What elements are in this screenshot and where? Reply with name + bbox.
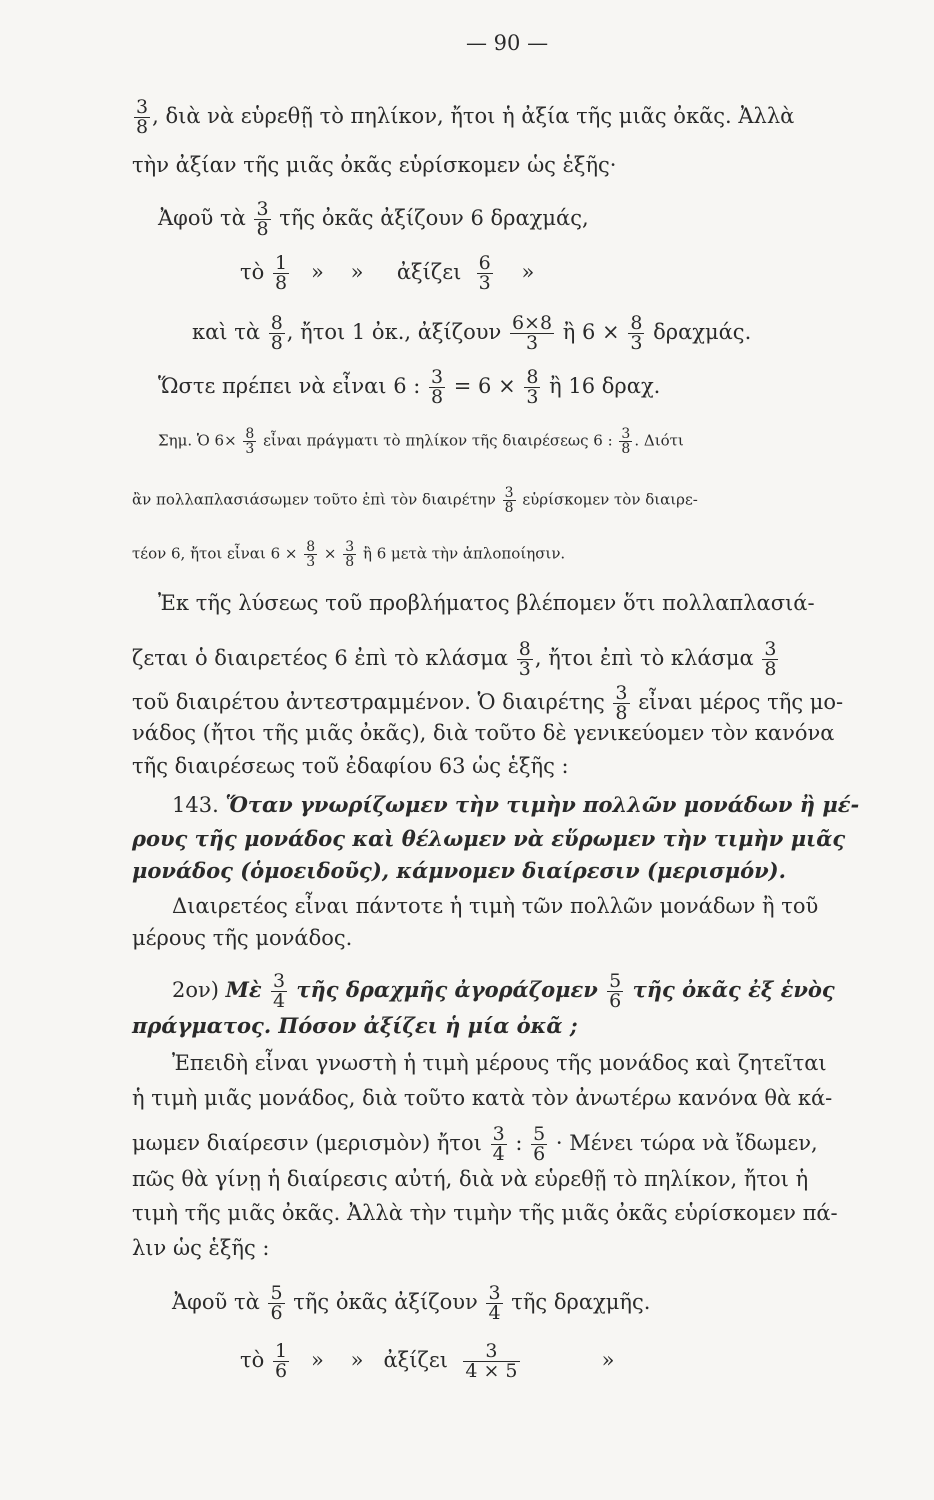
fraction-denominator: 8 (270, 332, 283, 354)
fraction (486, 1284, 502, 1323)
text-run: : (508, 1131, 530, 1155)
fraction (429, 368, 445, 407)
fraction-denominator: 3 (306, 554, 316, 570)
fraction-numerator: 8 (630, 312, 643, 334)
fraction-numerator: 6 (478, 252, 491, 274)
text-run: ζεται ὁ διαιρετέος 6 ἐπὶ τὸ κλάσμα (132, 646, 515, 670)
text-run: » (494, 260, 535, 284)
fraction-numerator: 3 (615, 682, 628, 704)
text-run: τιμὴ τῆς μιᾶς ὀκᾶς. Ἀλλὰ τὴν τιμὴν τῆς μιᾶς ὀκᾶς εὑρίσκομεν πά- (132, 1201, 838, 1225)
fraction-denominator: 8 (274, 272, 288, 294)
text-run: εἶναι πράγματι τὸ πηλίκον τῆς διαιρέσεως 6 : (258, 431, 618, 450)
text-line (158, 200, 589, 239)
text-line (192, 314, 751, 353)
fraction-denominator: 3 (630, 332, 643, 354)
fraction-denominator: 8 (621, 441, 631, 457)
fraction-numerator: 3 (492, 1123, 505, 1145)
text-run: τῆς ὀκᾶς ἀξίζουν 6 δραχμάς, (272, 206, 589, 230)
text-line (132, 753, 569, 779)
fraction (628, 314, 644, 353)
text-run: εἶναι μέρος τῆς μο- (631, 690, 844, 714)
fraction (271, 972, 287, 1011)
text-line (132, 640, 780, 679)
fraction-numerator: 3 (621, 426, 631, 442)
text-run: , διὰ νὰ εὑρεθῇ τὸ πηλίκον, ἤτοι ἡ ἀξία τῆς μιᾶς ὀκᾶς. Ἀλλὰ (152, 104, 795, 128)
text-run: = 6 × (447, 374, 523, 398)
text-run: ἢ 16 δραχ. (542, 374, 661, 398)
fraction-denominator: 6 (274, 1360, 288, 1382)
text-line (132, 1166, 808, 1192)
fraction (517, 640, 533, 679)
text-run: × (319, 544, 342, 563)
text-run: λιν ὡς ἑξῆς : (132, 1236, 270, 1260)
fraction (613, 684, 629, 723)
text-line (240, 1342, 614, 1381)
fraction-numerator: 5 (270, 1282, 283, 1304)
fraction-denominator: 6 (270, 1302, 283, 1324)
text-line (132, 925, 352, 951)
fraction-denominator: 8 (504, 500, 514, 516)
fraction (619, 427, 632, 456)
text-run: Ἀφοῦ τὰ (172, 1290, 267, 1314)
text-line (172, 1284, 650, 1323)
text-run: τέον 6, ἤτοι εἶναι 6 × (132, 544, 303, 563)
fraction-denominator: 8 (431, 386, 444, 408)
fraction-denominator: 8 (764, 658, 777, 680)
fraction-denominator: 4 (492, 1143, 505, 1165)
fraction-numerator: 3 (504, 485, 514, 501)
fraction-denominator: 3 (245, 441, 255, 457)
fraction (607, 972, 623, 1011)
fraction-numerator: 8 (526, 366, 539, 388)
emphasis-text: Ὅταν γνωρίζωμεν τὴν τιμὴν πολλῶν μονάδων ἢ μέ- (225, 792, 860, 817)
text-run: τὸ (240, 1348, 271, 1372)
text-line (132, 486, 698, 515)
emphasis-text: Μὲ (225, 977, 269, 1002)
text-line (132, 1235, 269, 1261)
text-line (132, 826, 845, 852)
fraction (268, 1284, 284, 1323)
fraction-denominator: 3 (510, 333, 554, 353)
text-line (132, 684, 843, 723)
fraction-denominator: 8 (256, 218, 269, 240)
fraction-numerator: 3 (485, 1340, 498, 1362)
text-run: · Μένει τώρα νὰ ἴδωμεν, (549, 1131, 818, 1155)
fraction-numerator: 8 (306, 539, 316, 555)
fraction-numerator: 5 (609, 970, 622, 992)
fraction (463, 1342, 519, 1381)
fraction-numerator: 5 (533, 1123, 546, 1145)
fraction-numerator: 3 (272, 970, 286, 992)
emphasis-text: τῆς ὀκᾶς ἐξ ἑνὸς (625, 977, 835, 1002)
fraction-numerator: 6×8 (511, 312, 553, 334)
text-line (132, 540, 565, 569)
text-run: τοῦ διαιρέτου ἀντεστραμμένον. Ὁ διαιρέτης (132, 690, 612, 714)
text-line (158, 427, 684, 456)
text-line (158, 368, 660, 407)
text-run: Σημ. Ὁ 6× (158, 431, 242, 450)
fraction (273, 254, 289, 293)
fraction-numerator: 8 (270, 312, 283, 334)
text-line (132, 1085, 832, 1111)
text-run: καὶ τὰ (192, 320, 267, 344)
fraction-denominator: 8 (615, 702, 628, 724)
text-run: ἂν πολλαπλασιάσωμεν τοῦτο ἐπὶ τὸν διαιρέτην (132, 490, 501, 509)
fraction (273, 1342, 289, 1381)
text-run: 2ον) (172, 978, 226, 1002)
text-line (172, 972, 835, 1011)
fraction-denominator: 8 (136, 116, 149, 138)
text-run: » » ἀξίζει (291, 1348, 462, 1372)
fraction-denominator: 6 (533, 1143, 546, 1165)
text-line (132, 1125, 818, 1164)
emphasis-text: τῆς δραχμῆς ἀγοράζομεν (289, 977, 606, 1002)
emphasis-text: πράγματος. Πόσον ἀξίζει ἡ μία ὀκᾶ ; (132, 1013, 578, 1038)
fraction (524, 368, 540, 407)
fraction-denominator: 6 (609, 990, 622, 1012)
fraction (269, 314, 285, 353)
fraction-numerator: 3 (764, 638, 777, 660)
fraction-numerator: 8 (245, 426, 255, 442)
text-run: τῆς διαιρέσεως τοῦ ἐδαφίου 63 ὡς ἑξῆς : (132, 754, 569, 778)
text-line (132, 1013, 578, 1039)
text-line (132, 1200, 838, 1226)
text-run: » (521, 1348, 615, 1372)
text-run: , ἤτοι ἐπὶ τὸ κλάσμα (534, 646, 761, 670)
fraction (477, 254, 493, 293)
fraction-numerator: 3 (431, 366, 444, 388)
emphasis-text: ρους τῆς μονάδος καὶ θέλωμεν νὰ εὕρωμεν τὴν τιμὴν μιᾶς (132, 826, 846, 851)
emphasis-text: μονάδος (ὁμοειδοῦς), κάμνομεν διαίρεσιν (μερισμόν). (132, 858, 786, 883)
text-run: πῶς θὰ γίνῃ ἡ διαίρεσις αὐτή, διὰ νὰ εὑρεθῇ τὸ πηλίκον, ἤτοι ἡ (132, 1167, 809, 1191)
fraction (304, 540, 317, 569)
fraction-numerator: 3 (256, 198, 269, 220)
text-run: Ἐπειδὴ εἶναι γνωστὴ ἡ τιμὴ μέρους τῆς μονάδος καὶ ζητεῖται (172, 1051, 827, 1075)
text-run: ἡ τιμὴ μιᾶς μονάδος, διὰ τοῦτο κατὰ τὸν ἀνωτέρω κανόνα θὰ κά- (132, 1086, 833, 1110)
fraction-numerator: 8 (518, 638, 531, 660)
text-line (132, 720, 834, 746)
text-run: . Διότι (634, 431, 684, 450)
text-line (158, 590, 815, 616)
fraction-denominator: 8 (345, 554, 355, 570)
text-run: τὴν ἀξίαν τῆς μιᾶς ὀκᾶς εὑρίσκομεν ὡς ἑξῆς· (132, 153, 617, 177)
text-run: » » ἀξίζει (291, 260, 475, 284)
text-run: , ἤτοι 1 ὀκ., ἀξίζουν (286, 320, 508, 344)
fraction-numerator: 3 (136, 96, 149, 118)
fraction-denominator: 3 (478, 272, 491, 294)
fraction-denominator: 3 (526, 386, 539, 408)
fraction-denominator: 4 (272, 990, 286, 1012)
text-line (172, 792, 859, 818)
text-run: μέρους τῆς μονάδος. (132, 926, 353, 950)
fraction-numerator: 3 (345, 539, 355, 555)
text-run: Ἀφοῦ τὰ (158, 206, 253, 230)
fraction (134, 98, 150, 137)
page-number: — 90 — (466, 31, 549, 55)
fraction (531, 1125, 547, 1164)
text-run: Διαιρετέος εἶναι πάντοτε ἡ τιμὴ τῶν πολλῶν μονάδων ἢ τοῦ (172, 894, 819, 918)
text-run: εὑρίσκομεν τὸν διαιρε- (517, 490, 698, 509)
text-run: δραχμάς. (646, 320, 752, 344)
text-run: Ὥστε πρέπει νὰ εἶναι 6 : (158, 374, 427, 398)
fraction-denominator: 4 (488, 1302, 501, 1324)
text-run: ἢ 6 μετὰ τὴν ἁπλοποίησιν. (358, 544, 566, 563)
fraction-numerator: 1 (274, 252, 288, 274)
fraction (243, 427, 256, 456)
text-run: τῆς δραχμῆς. (504, 1290, 651, 1314)
text-run: νάδος (ἤτοι τῆς μιᾶς ὀκᾶς), διὰ τοῦτο δὲ γενικεύομεν τὸν κανόνα (132, 721, 835, 745)
fraction (762, 640, 778, 679)
text-line (132, 858, 786, 884)
fraction (491, 1125, 507, 1164)
text-run: 143. (172, 793, 226, 817)
fraction (510, 314, 554, 353)
fraction-numerator: 3 (488, 1282, 501, 1304)
text-line (240, 254, 534, 293)
text-line (132, 98, 794, 137)
fraction (503, 486, 516, 515)
text-line (172, 893, 818, 919)
text-run: Ἐκ τῆς λύσεως τοῦ προβλήματος βλέπομεν ὅτι πολλαπλασιά- (158, 591, 815, 615)
fraction-numerator: 1 (274, 1340, 288, 1362)
fraction (254, 200, 270, 239)
fraction-denominator: 4 × 5 (465, 1360, 518, 1382)
text-run: τῆς ὀκᾶς ἀξίζουν (286, 1290, 485, 1314)
text-line (172, 1050, 827, 1076)
text-run: ἢ 6 × (556, 320, 627, 344)
text-run: μωμεν διαίρεσιν (μερισμὸν) ἤτοι (132, 1131, 489, 1155)
fraction (343, 540, 356, 569)
text-run: τὸ (240, 260, 271, 284)
fraction-denominator: 3 (518, 658, 531, 680)
text-line (132, 152, 616, 178)
